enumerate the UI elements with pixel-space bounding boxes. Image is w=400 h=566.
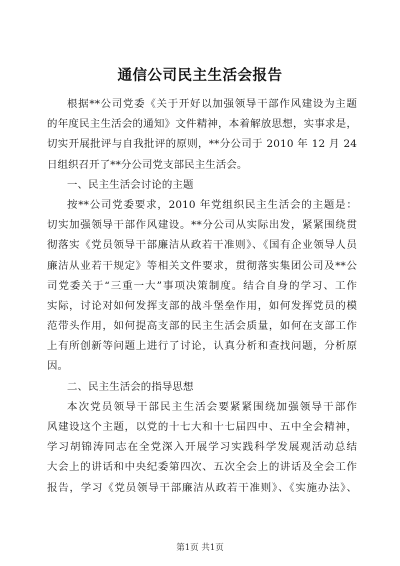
body-line: 本次党员领导干部民主生活会要紧紧围绕加强领导干部作 (67, 400, 357, 413)
body-line: 彻落实《党员领导干部廉洁从政若干准则》、《国有企业领导人员 (47, 239, 357, 252)
body-line: 日组织召开了**分公司党支部民主生活会。 (47, 158, 248, 171)
body-line: 风建设这个主题，以党的十七大和十七届四中、五中全会精神， (47, 421, 357, 433)
page-number: 第1页 共1页 (176, 543, 224, 553)
body-line: 的年度民主生活会的通知》文件精神，本着解放思想，实事求是， (47, 118, 357, 131)
body-line: 上有所创新等问题上进行了讨论，认真分析和查找问题，分析原 (47, 340, 357, 353)
body-line: 报告，学习《党员领导干部廉洁从政若干准则》、《实施办法》、 (47, 481, 357, 494)
body-line: 实际，讨论对如何发挥支部的战斗堡垒作用，如何发挥党员的模 (47, 299, 357, 312)
document-title: 通信公司民主生活会报告 (117, 68, 283, 84)
body-line: 大会上的讲话和中央纪委第四次、五次全会上的讲话及全会工作 (47, 461, 357, 474)
body-line: 因。 (47, 360, 69, 373)
body-line: 廉洁从业若干规定》等相关文件要求，贯彻落实集团公司及**公 (47, 259, 357, 272)
body-line: 切实开展批评与自我批评的原则，**分公司于 2010 年 12 月 24 (47, 138, 357, 151)
body-line: 司党委关于“三重一大”事项决策制度。结合自身的学习、工作 (47, 279, 357, 292)
body-line: 按**公司党委要求，2010 年党组织民主生活会的主题是： (67, 198, 357, 211)
body-line: 范带头作用，如何提高支部的民主生活会质量，如何在支部工作 (47, 320, 357, 333)
body-line: 学习胡锦涛同志在全党深入开展学习实践科学发展观活动总结 (47, 441, 357, 454)
section-heading: 一、民主生活会讨论的主题 (67, 178, 194, 191)
body-line: 切实加强领导干部作风建设。**分公司从实际出发，紧紧围绕贯 (47, 219, 357, 232)
body-line: 根据**公司党委《关于开好以加强领导干部作风建设为主题 (67, 98, 357, 110)
document-body (47, 94, 357, 498)
section-heading: 二、民主生活会的指导思想 (67, 380, 194, 393)
